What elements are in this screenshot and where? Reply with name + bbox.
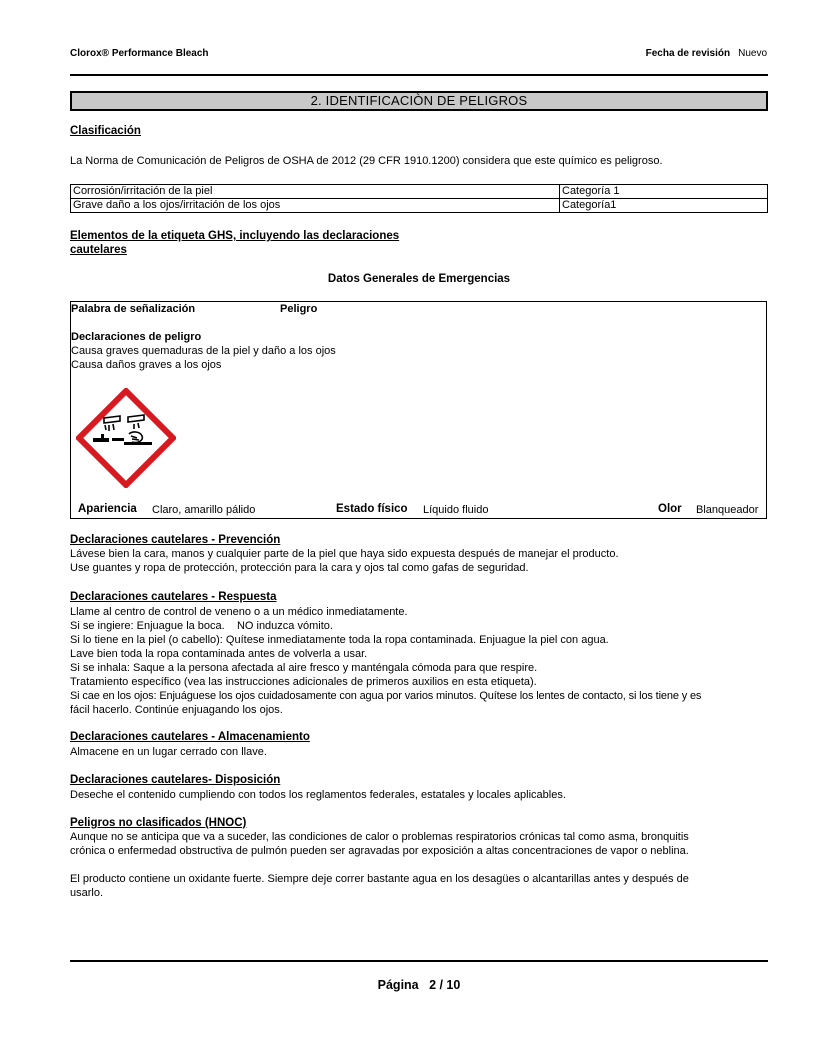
hazard-statements-heading: Declaraciones de peligro <box>71 331 202 343</box>
prevention-line: Lávese bien la cara, manos y cualquier parte de la piel que haya sido expuesta después de manejar el producto. <box>70 548 619 560</box>
physical-state-label: Estado físico <box>336 503 408 515</box>
category-cell: Categoría1 <box>560 199 768 213</box>
response-line: Llame al centro de control de veneno o a un médico inmediatamente. <box>70 606 408 618</box>
page-number <box>0 978 816 992</box>
storage-line: Almacene en un lugar cerrado con llave. <box>70 746 267 758</box>
hnoc-line: crónica o enfermedad obstructiva de pulmón pueden ser agravadas por exposición a altas concentraciones de vapor o neblina. <box>70 845 689 857</box>
appearance-label: Apariencia <box>78 503 137 515</box>
ghs-heading-line1: Elementos de la etiqueta GHS, incluyendo las declaraciones <box>70 230 400 242</box>
header-rule <box>70 74 768 76</box>
ghs-heading-line2: cautelares <box>70 244 127 256</box>
page-label: Página <box>377 978 419 992</box>
prevention-line: Use guantes y ropa de protección, protección para la cara y ojos tal como gafas de seguridad. <box>70 562 529 574</box>
hnoc-heading: Peligros no clasificados (HNOC) <box>70 817 247 829</box>
section-title: 2. IDENTIFICACIÒN DE PELIGROS <box>310 93 528 108</box>
storage-heading: Declaraciones cautelares - Almacenamiento <box>70 731 310 743</box>
hazard-statement: Causa daños graves a los ojos <box>71 359 222 371</box>
revision-value: Nuevo <box>738 48 767 59</box>
odor-label: Olor <box>658 503 682 515</box>
clasificacion-text: La Norma de Comunicación de Peligros de OSHA de 2012 (29 CFR 1910.1200) considera que este químico es peligroso. <box>70 155 663 167</box>
category-cell: Categoría 1 <box>560 185 768 199</box>
clasificacion-heading: Clasificación <box>70 125 141 137</box>
response-line: Si lo tiene en la piel (o cabello): Quítese inmediatamente toda la ropa contaminada. Enjuague la piel con agua. <box>70 634 609 646</box>
response-line: fácil hacerlo. Continúe enjuagando los ojos. <box>70 704 283 716</box>
response-line: Lave bien toda la ropa contaminada antes de volverla a usar. <box>70 648 368 660</box>
signal-word-label: Palabra de señalización <box>71 303 196 315</box>
product-name: Clorox® Performance Bleach <box>70 48 209 59</box>
hnoc-line: Aunque no se anticipa que va a suceder, las condiciones de calor o problemas respiratorios crónicas tal como asma, bronquitis <box>70 831 689 843</box>
hazard-statement: Causa graves quemaduras de la piel y daño a los ojos <box>71 345 336 357</box>
revision-date <box>646 48 767 59</box>
section-title-bar <box>70 91 768 111</box>
revision-label: Fecha de revisión <box>645 48 731 59</box>
response-line: Si se ingiere: Enjuague la boca. NO induzca vómito. <box>70 620 333 632</box>
table-row <box>71 199 768 213</box>
disposal-heading: Declaraciones cautelares- Disposición <box>70 774 281 786</box>
hnoc-line: usarlo. <box>70 887 104 899</box>
odor-value: Blanqueador <box>696 504 759 516</box>
response-line: Si se inhala: Saque a la persona afectada al aire fresco y manténgala cómoda para que respire. <box>70 662 538 674</box>
emergency-overview-title: Datos Generales de Emergencias <box>327 273 511 285</box>
signal-word-value: Peligro <box>280 303 318 315</box>
disposal-line: Deseche el contenido cumpliendo con todos los reglamentos federales, estatales y locales aplicables. <box>70 789 566 801</box>
page-value: 2 / 10 <box>429 978 461 992</box>
hazard-cell: Corrosión/irritación de la piel <box>71 185 560 199</box>
response-line: Si cae en los ojos: Enjuáguese los ojos cuidadosamente con agua por varios minutos. Quítese los lentes de contacto, si los tiene y es <box>70 690 702 702</box>
prevention-heading: Declaraciones cautelares - Prevención <box>70 534 281 546</box>
hnoc-line: El producto contiene un oxidante fuerte. Siempre deje correr bastante agua en los desagües o alcantarillas antes y después de <box>70 873 689 885</box>
corrosion-pictogram-icon <box>76 388 176 488</box>
response-heading: Declaraciones cautelares - Respuesta <box>70 591 277 603</box>
appearance-value: Claro, amarillo pálido <box>152 504 256 516</box>
response-line: Tratamiento específico (vea las instrucciones adicionales de primeros auxilios en esta etiqueta). <box>70 676 537 688</box>
physical-state-value: Líquido fluido <box>423 504 489 516</box>
hazard-cell: Grave daño a los ojos/irritación de los ojos <box>71 199 560 213</box>
footer-rule <box>70 960 768 962</box>
table-row <box>71 185 768 199</box>
classification-table <box>70 184 768 213</box>
